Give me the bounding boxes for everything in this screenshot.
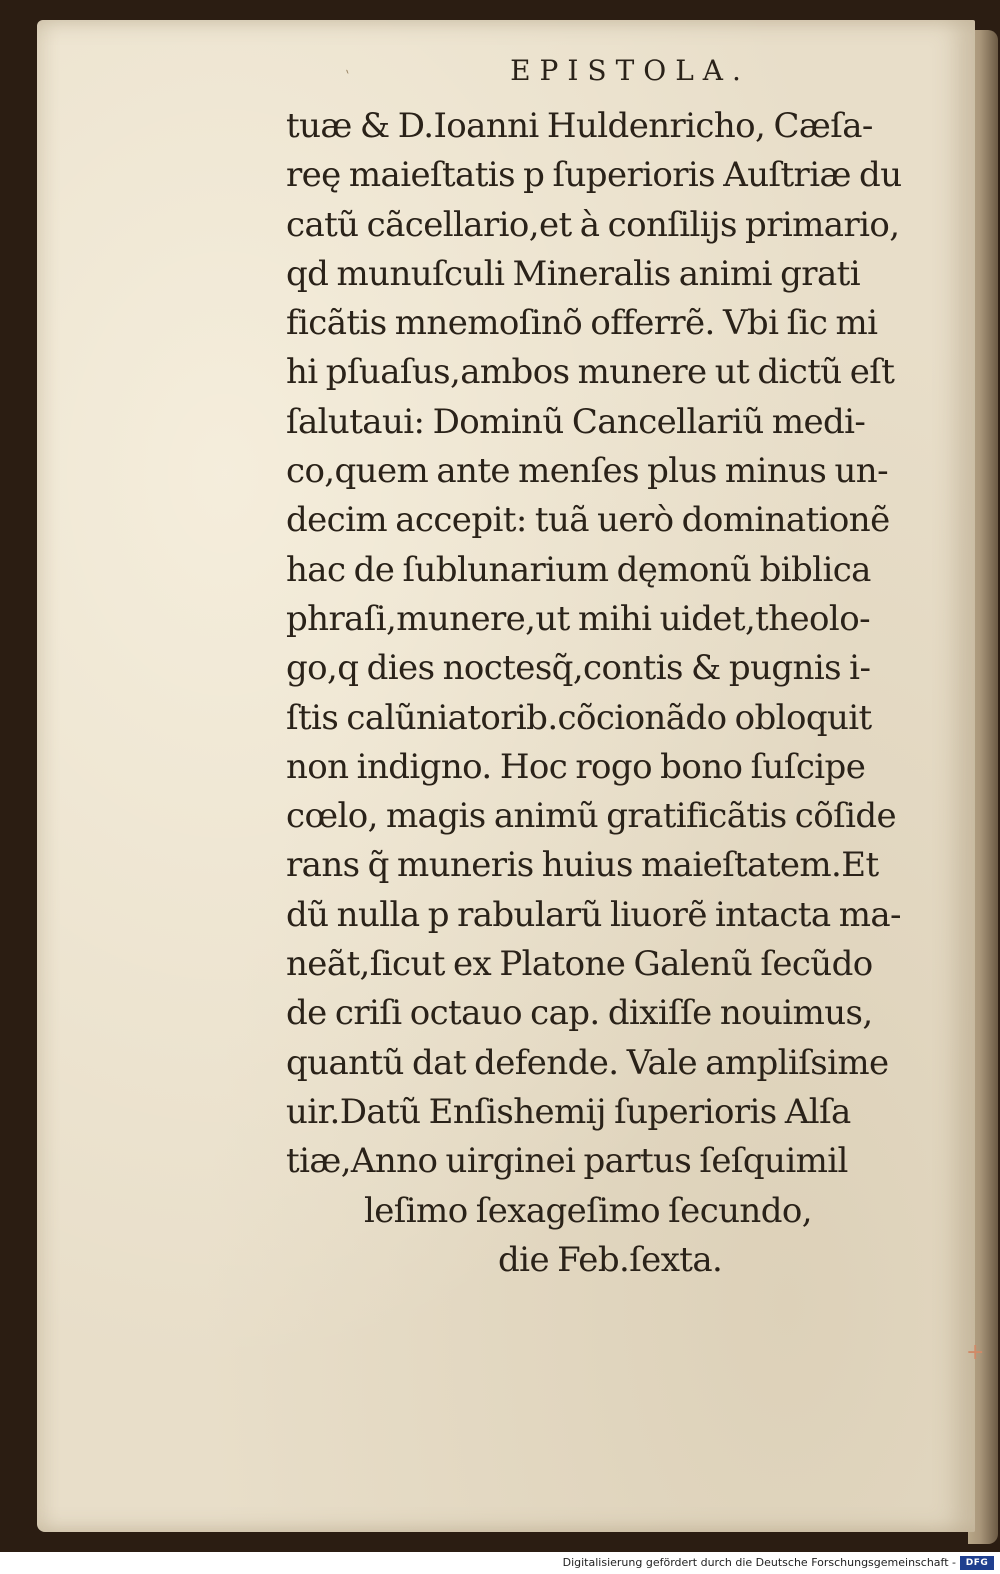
text-line: co,quem ante menſes plus minus un- (286, 451, 888, 492)
text-line: go,q dies noctesq̃,contis & pugnis i- (286, 648, 871, 689)
text-line: quantũ dat defende. Vale ampliſsime (286, 1042, 889, 1083)
cross-mark: + (966, 1340, 985, 1365)
text-line: cœlo, magis animũ gratificãtis cõſide (286, 796, 897, 837)
text-line: hac de ſublunarium dęmonũ biblica (286, 549, 871, 590)
text-line: ſtis calũniatorib.cõcionãdo obloquit (286, 697, 872, 738)
text-line: catũ cãcellario,et à conſilijs primario, (286, 204, 900, 245)
footer-credit: Digitalisierung gefördert durch die Deutsche Forschungsgemeinschaft - (562, 1556, 956, 1569)
text-line: rans q̃ muneris huius maieſtatem.Et (286, 845, 879, 886)
text-line: reę maieſtatis p ſuperioris Auſtriæ du (286, 155, 902, 196)
dfg-logo: DFG (960, 1556, 994, 1570)
ink-mark: ` (338, 67, 354, 88)
text-line: ſalutaui: Dominũ Cancellariũ medi- (286, 401, 866, 442)
text-line-centered: die Feb.ſexta. (498, 1239, 723, 1280)
text-line: ficãtis mnemoſinõ offerrẽ. Vbi ſic mi (286, 303, 878, 344)
text-line: uir.Datũ Enſishemij ſuperioris Alſa (286, 1091, 851, 1132)
text-line: tuæ & D.Ioanni Huldenricho, Cæſa- (286, 106, 873, 146)
text-line: phraſi,munere,ut mihi uidet,theolo- (286, 598, 870, 639)
text-line-centered: leſimo ſexageſimo ſecundo, (364, 1190, 812, 1231)
text-line: decim accepit: tuã uerò dominationẽ (286, 500, 890, 541)
running-head: EPISTOLA. (510, 54, 750, 87)
text-line: hi pſuaſus,ambos munere ut dictũ eſt (286, 352, 895, 393)
text-line: de criſi octauo cap. dixiſſe nouimus, (286, 993, 873, 1034)
text-line: neãt,ſicut ex Platone Galenũ ſecũdo (286, 944, 873, 985)
text-line: non indigno. Hoc rogo bono ſuſcipe (286, 746, 866, 787)
text-line: dũ nulla p rabularũ liuorẽ intacta ma- (286, 894, 901, 935)
text-line: qd munuſculi Mineralis animi grati (286, 253, 860, 294)
letter-body (286, 102, 976, 1285)
text-line: tiæ,Anno uirginei partus ſeſquimil (286, 1141, 848, 1182)
